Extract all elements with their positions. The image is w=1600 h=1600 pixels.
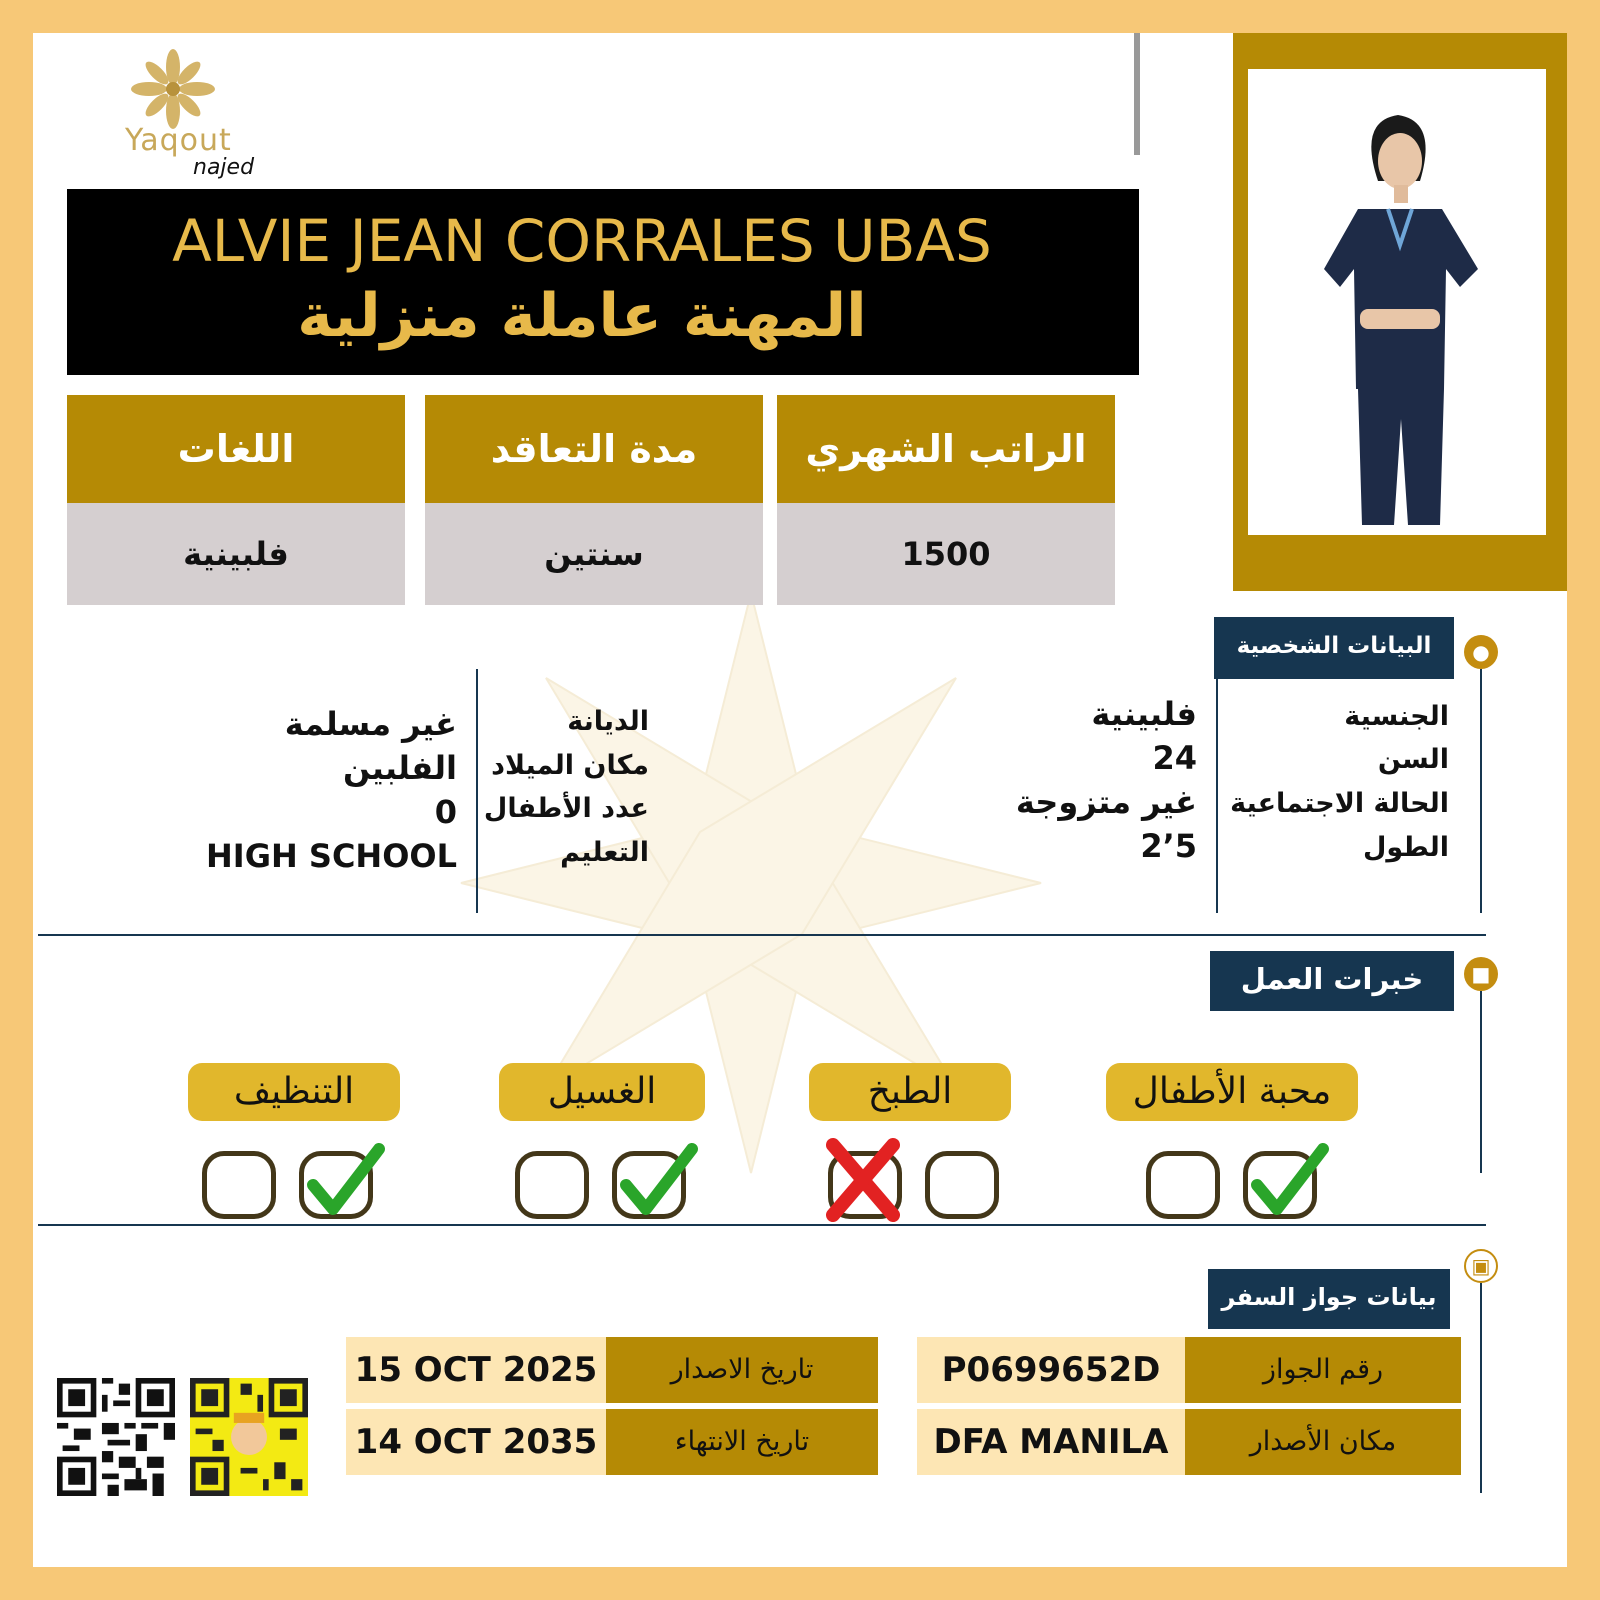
flower-logo-icon — [93, 45, 253, 135]
passport-expiry-label: تاريخ الانتهاء — [606, 1409, 878, 1475]
personal-divider-left — [476, 669, 478, 913]
person-figure-icon — [1248, 69, 1546, 535]
top-divider — [1134, 33, 1140, 155]
stat-languages — [67, 395, 405, 605]
birthplace-value: الفلبين — [343, 749, 457, 787]
passport-expiry-value: 14 OCT 2035 — [346, 1409, 606, 1475]
children-value: 0 — [434, 793, 457, 831]
skill-cleaning: التنظيف — [188, 1063, 400, 1121]
stat-value: سنتين — [425, 503, 763, 605]
passport-place-value: DFA MANILA — [917, 1409, 1185, 1475]
passport-icon: ▣ — [1464, 1249, 1498, 1283]
passport-issue-row — [346, 1337, 878, 1403]
skill-laundry: الغسيل — [499, 1063, 705, 1121]
name-banner — [67, 189, 1139, 375]
skill-childcare: محبة الأطفال — [1106, 1063, 1358, 1121]
passport-place-label: مكان الأصدار — [1185, 1409, 1461, 1475]
passport-number-row — [917, 1337, 1461, 1403]
nationality-value: فلبينية — [1091, 695, 1197, 733]
profession-title: المهنة عاملة منزلية — [297, 281, 867, 351]
passport-issue-label: تاريخ الاصدار — [606, 1337, 878, 1403]
brand-name: Yaqout — [125, 123, 232, 158]
passport-timeline — [1480, 1283, 1482, 1493]
stat-label: الراتب الشهري — [777, 395, 1115, 503]
religion-value: غير مسلمة — [284, 705, 457, 743]
stat-value: 1500 — [777, 503, 1115, 605]
user-icon: ● — [1464, 635, 1498, 669]
check-icon — [1257, 1149, 1323, 1209]
skill-cooking: الطبخ — [809, 1063, 1011, 1121]
passport-expiry-row — [346, 1409, 878, 1475]
children-label: عدد الأطفال — [483, 793, 649, 824]
worker-photo — [1248, 69, 1546, 535]
cv-card — [33, 33, 1567, 1567]
stat-label: مدة التعاقد — [425, 395, 763, 503]
section-divider — [38, 934, 1486, 936]
stat-value: فلبينية — [67, 503, 405, 605]
brand-logo — [93, 45, 253, 195]
religion-label: الديانة — [567, 706, 649, 737]
personal-timeline — [1480, 669, 1482, 913]
education-value: HIGH SCHOOL — [206, 837, 457, 875]
stat-label: اللغات — [67, 395, 405, 503]
age-label: السن — [1377, 744, 1449, 775]
birthplace-label: مكان الميلاد — [491, 750, 649, 781]
worker-name: ALVIE JEAN CORRALES UBAS — [172, 207, 992, 275]
stat-salary — [777, 395, 1115, 605]
experience-section-header: خبرات العمل — [1210, 951, 1454, 1011]
height-value: 5’2 — [1140, 827, 1197, 865]
nationality-label: الجنسية — [1344, 701, 1449, 732]
personal-divider-right — [1216, 679, 1218, 913]
personal-section-header: البيانات الشخصية — [1214, 617, 1454, 679]
passport-place-row — [917, 1409, 1461, 1475]
check-marks — [33, 1103, 1567, 1243]
passport-section-header: بيانات جواز السفر — [1208, 1269, 1450, 1329]
passport-number-label: رقم الجواز — [1185, 1337, 1461, 1403]
photo-frame — [1233, 33, 1567, 591]
height-label: الطول — [1362, 832, 1449, 863]
qr-code-icon[interactable] — [57, 1378, 175, 1496]
check-icon — [313, 1149, 379, 1209]
marital-value: غير متزوجة — [1015, 783, 1197, 821]
briefcase-icon: ■ — [1464, 957, 1498, 991]
passport-issue-value: 15 OCT 2025 — [346, 1337, 606, 1403]
qr-code-yellow-icon[interactable] — [190, 1378, 308, 1496]
section-divider — [38, 1224, 1486, 1226]
check-icon — [626, 1149, 692, 1209]
passport-number-value: P0699652D — [917, 1337, 1185, 1403]
stat-contract — [425, 395, 763, 605]
age-value: 24 — [1152, 739, 1197, 777]
education-label: التعليم — [560, 837, 649, 868]
marital-label: الحالة الاجتماعية — [1230, 788, 1449, 819]
brand-sub: najed — [193, 155, 255, 180]
